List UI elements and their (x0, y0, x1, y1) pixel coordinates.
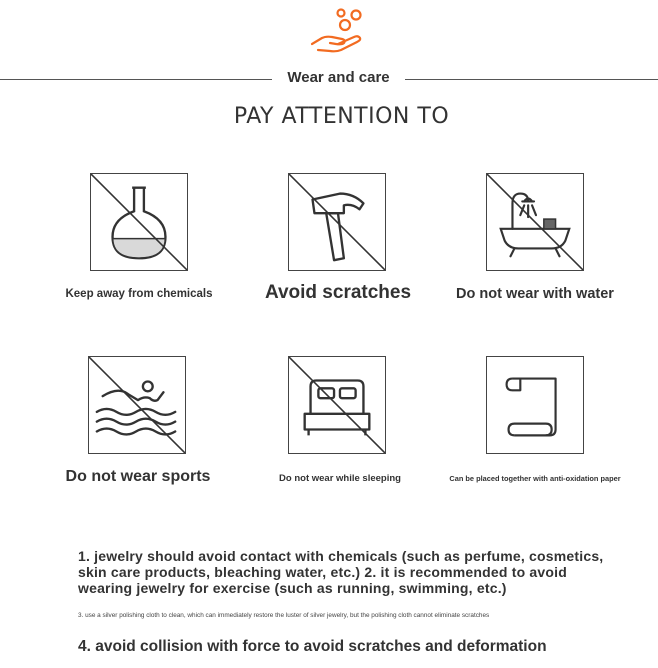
section-title: Wear and care (287, 69, 390, 86)
caption-no-sleeping: Do not wear while sleeping (279, 473, 401, 484)
bathtub-shower-icon (486, 173, 584, 271)
hammer-icon (288, 173, 386, 271)
header-divider-right (405, 79, 658, 80)
hand-with-coins-icon (308, 4, 370, 54)
instruction-4: 4. avoid collision with force to avoid scratches and deformation (78, 638, 547, 655)
caption-keep-away-chemicals: Keep away from chemicals (65, 288, 213, 300)
caption-avoid-scratches: Avoid scratches (264, 282, 412, 303)
instruction-1-2: 1. jewelry should avoid contact with chemicals (such as perfume, cosmetics, skin care products, bleaching water, etc.) 2. it is recommended to avoid wearing jewelry for exercise (such as running, swimming, etc.) (78, 548, 604, 596)
header-divider-left (0, 79, 272, 80)
caption-no-water: Do not wear with water (456, 286, 614, 302)
caption-anti-oxidation-paper: Can be placed together with anti-oxidation paper (449, 474, 621, 483)
bed-icon (288, 356, 386, 454)
paper-scroll-icon (486, 356, 584, 454)
swimmer-icon (88, 356, 186, 454)
page-title: PAY ATTENTION TO (233, 104, 450, 129)
flask-icon (90, 173, 188, 271)
instruction-3: 3. use a silver polishing cloth to clean, which can immediately restore the luster of silver jewelry, but the polishing cloth cannot eliminate scratches (78, 612, 490, 619)
caption-no-sports: Do not wear sports (65, 468, 211, 485)
